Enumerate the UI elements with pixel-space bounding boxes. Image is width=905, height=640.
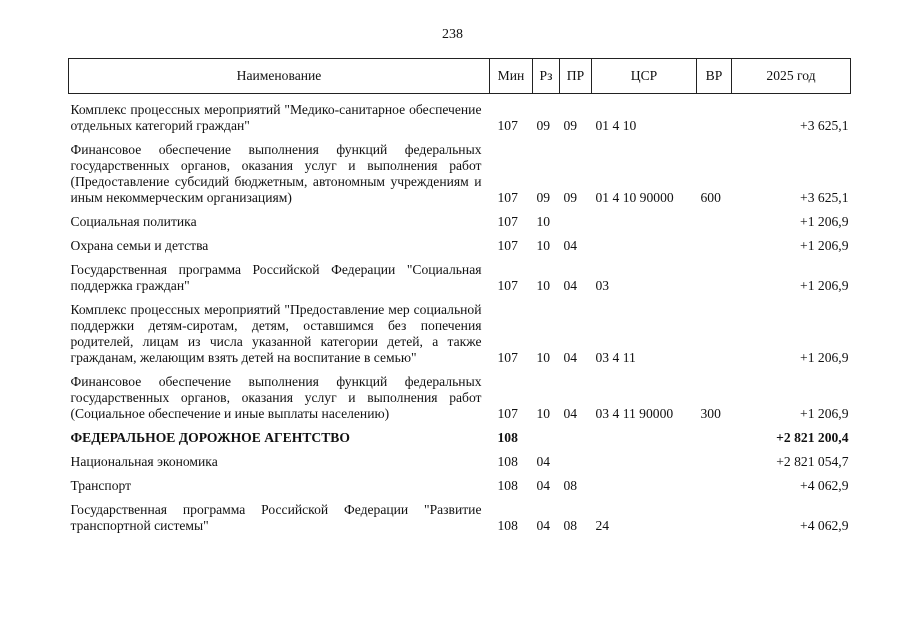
row-name: Финансовое обеспечение выполнения функций федеральных государственных органов, оказания услуг и выполнения работ (Социальное обеспечение и иные выплаты населению) xyxy=(70,374,482,421)
row-pr xyxy=(560,426,592,450)
row-pr xyxy=(560,450,592,474)
row-pr: 04 xyxy=(563,406,578,421)
row-min: 107 xyxy=(497,190,518,205)
row-name: Финансовое обеспечение выполнения функций федеральных государственных органов, оказания услуг и выполнения работ (Предоставление субсидий бюджетным, автономным учреждениям и иным некоммерческим организациям) xyxy=(70,142,482,205)
row-min: 107 xyxy=(497,214,518,229)
row-pr: 04 xyxy=(563,238,578,253)
row-name: Государственная программа Российской Федерации "Развитие транспортной системы" xyxy=(70,502,482,533)
header-rz: Рз xyxy=(533,59,560,94)
row-min: 108 xyxy=(497,478,518,493)
row-rz: 04 xyxy=(536,478,551,493)
row-pr: 04 xyxy=(563,278,578,293)
row-csr: 01 4 10 xyxy=(595,118,637,133)
row-name: ФЕДЕРАЛЬНОЕ ДОРОЖНОЕ АГЕНТСТВО xyxy=(70,430,350,445)
row-sum: +1 206,9 xyxy=(800,238,849,253)
row-vr xyxy=(697,94,732,139)
header-name: Наименование xyxy=(69,59,490,94)
table-row xyxy=(69,498,851,538)
row-min: 107 xyxy=(497,238,518,253)
row-pr: 09 xyxy=(563,190,578,205)
table-header xyxy=(69,59,851,94)
table-row xyxy=(69,210,851,234)
row-vr xyxy=(697,210,732,234)
table-row xyxy=(69,298,851,370)
row-csr: 03 4 11 xyxy=(595,350,636,365)
row-pr: 08 xyxy=(563,518,578,533)
row-min: 108 xyxy=(497,430,518,445)
table-row xyxy=(69,450,851,474)
row-rz: 09 xyxy=(536,118,551,133)
row-sum: +3 625,1 xyxy=(800,118,849,133)
row-vr xyxy=(697,474,732,498)
row-sum: +3 625,1 xyxy=(800,190,849,205)
table-row xyxy=(69,94,851,139)
row-min: 108 xyxy=(497,454,518,469)
row-min: 107 xyxy=(497,118,518,133)
header-csr: ЦСР xyxy=(592,59,697,94)
row-sum: +4 062,9 xyxy=(800,478,849,493)
row-csr: 24 xyxy=(595,518,610,533)
header-vr: ВР xyxy=(697,59,732,94)
budget-table xyxy=(68,58,851,538)
row-name: Национальная экономика xyxy=(70,454,218,469)
row-csr xyxy=(592,426,697,450)
page-number: 238 xyxy=(442,27,463,42)
row-csr xyxy=(592,474,697,498)
row-min: 108 xyxy=(497,518,518,533)
table-row xyxy=(69,426,851,450)
row-pr: 09 xyxy=(563,118,578,133)
row-min: 107 xyxy=(497,406,518,421)
table-row xyxy=(69,474,851,498)
row-name: Комплекс процессных мероприятий "Предоставление мер социальной поддержки детям-сиротам, детям, оставшимся без попечения родителей, лицам из числа указанной категории детей, а также гражданам, желающим взять детей на воспитание в семью" xyxy=(70,302,482,365)
row-name: Комплекс процессных мероприятий "Медико-санитарное обеспечение отдельных категорий граждан" xyxy=(70,102,482,133)
row-sum: +1 206,9 xyxy=(800,278,849,293)
row-rz: 10 xyxy=(536,278,551,293)
row-csr xyxy=(592,234,697,258)
row-csr xyxy=(592,210,697,234)
row-sum: +1 206,9 xyxy=(800,350,849,365)
table-row xyxy=(69,138,851,210)
table-row xyxy=(69,258,851,298)
row-vr: 600 xyxy=(700,190,721,205)
row-pr: 04 xyxy=(563,350,578,365)
row-sum: +1 206,9 xyxy=(800,406,849,421)
row-rz: 09 xyxy=(536,190,551,205)
row-vr xyxy=(697,426,732,450)
header-min: Мин xyxy=(490,59,533,94)
row-vr: 300 xyxy=(700,406,721,421)
row-sum: +2 821 200,4 xyxy=(776,430,849,445)
row-csr: 03 4 11 90000 xyxy=(595,406,674,421)
row-rz xyxy=(533,426,560,450)
row-vr xyxy=(697,498,732,538)
row-vr xyxy=(697,450,732,474)
row-pr xyxy=(560,210,592,234)
header-pr: ПР xyxy=(560,59,592,94)
row-sum: +1 206,9 xyxy=(800,214,849,229)
row-vr xyxy=(697,298,732,370)
row-vr xyxy=(697,258,732,298)
row-csr: 01 4 10 90000 xyxy=(595,190,674,205)
row-csr: 03 xyxy=(595,278,610,293)
row-rz: 10 xyxy=(536,214,551,229)
row-name: Транспорт xyxy=(70,478,132,493)
row-sum: +4 062,9 xyxy=(800,518,849,533)
row-rz: 10 xyxy=(536,350,551,365)
row-sum: +2 821 054,7 xyxy=(776,454,849,469)
header-year: 2025 год xyxy=(732,59,851,94)
row-rz: 10 xyxy=(536,238,551,253)
table-row xyxy=(69,234,851,258)
row-rz: 04 xyxy=(536,518,551,533)
row-rz: 10 xyxy=(536,406,551,421)
row-name: Государственная программа Российской Федерации "Социальная поддержка граждан" xyxy=(70,262,482,293)
row-vr xyxy=(697,234,732,258)
row-min: 107 xyxy=(497,350,518,365)
row-name: Охрана семьи и детства xyxy=(70,238,209,253)
row-name: Социальная политика xyxy=(70,214,197,229)
table-row xyxy=(69,370,851,426)
row-pr: 08 xyxy=(563,478,578,493)
row-min: 107 xyxy=(497,278,518,293)
row-csr xyxy=(592,450,697,474)
row-rz: 04 xyxy=(536,454,551,469)
table-body xyxy=(69,94,851,539)
